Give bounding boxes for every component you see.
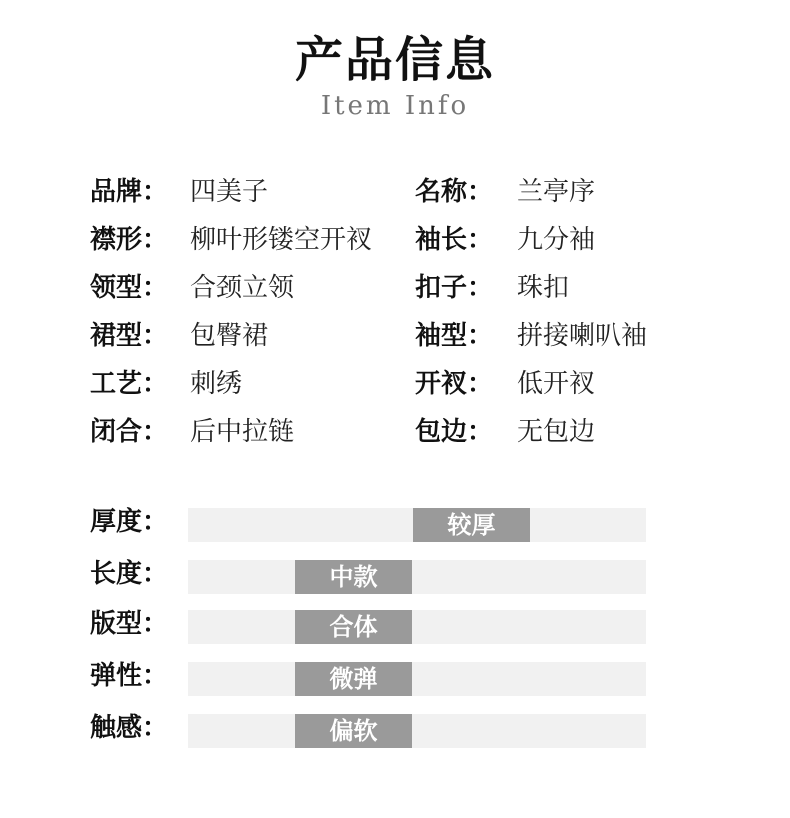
scale-label: 长度： — [90, 559, 169, 589]
scale-label: 触感： — [90, 713, 169, 743]
info-value: 柳叶形镂空开衩 — [190, 225, 373, 255]
scale-label: 版型： — [90, 609, 169, 639]
info-label: 品牌： — [90, 177, 169, 207]
info-row — [90, 172, 730, 212]
info-value: 拼接喇叭袖 — [517, 321, 648, 351]
info-value: 合颈立领 — [190, 273, 295, 303]
info-value: 后中拉链 — [190, 417, 295, 447]
info-value: 包臀裙 — [190, 321, 269, 351]
scale-label: 厚度： — [90, 507, 169, 537]
info-label: 袖长： — [415, 225, 494, 255]
info-label: 襟形： — [90, 225, 169, 255]
scale-row-length — [90, 554, 650, 594]
scale-row-touch — [90, 708, 650, 748]
info-row — [90, 220, 730, 260]
scale-track — [188, 560, 646, 594]
info-row — [90, 316, 730, 356]
scale-selected-segment: 合体 — [295, 610, 412, 644]
scale-track — [188, 662, 646, 696]
page-subtitle: Item Info — [320, 91, 470, 121]
info-row — [90, 412, 730, 452]
info-label: 工艺： — [90, 369, 169, 399]
scale-selected-segment: 微弹 — [295, 662, 412, 696]
info-label: 领型： — [90, 273, 169, 303]
info-label: 包边： — [415, 417, 494, 447]
info-label: 袖型： — [415, 321, 494, 351]
scale-track — [188, 714, 646, 748]
scale-track — [188, 610, 646, 644]
scale-selected-segment: 偏软 — [295, 714, 412, 748]
scale-selected-segment: 中款 — [295, 560, 412, 594]
info-value: 无包边 — [517, 417, 596, 447]
info-label: 扣子： — [415, 273, 494, 303]
scale-track — [188, 508, 646, 542]
scale-row-fit — [90, 604, 650, 644]
scale-selected-segment: 较厚 — [413, 508, 530, 542]
info-label: 开衩： — [415, 369, 494, 399]
scale-label: 弹性： — [90, 661, 169, 691]
info-value: 九分袖 — [517, 225, 596, 255]
info-row — [90, 268, 730, 308]
info-row — [90, 364, 730, 404]
scale-row-thickness — [90, 502, 650, 542]
info-value: 低开衩 — [517, 369, 596, 399]
info-value: 珠扣 — [517, 273, 570, 303]
info-label: 名称： — [415, 177, 494, 207]
info-value: 四美子 — [190, 177, 269, 207]
info-value: 兰亭序 — [517, 177, 596, 207]
info-label: 闭合： — [90, 417, 169, 447]
scale-row-elasticity — [90, 656, 650, 696]
page-title: 产品信息 — [294, 32, 495, 88]
info-label: 裙型： — [90, 321, 169, 351]
info-value: 刺绣 — [190, 369, 243, 399]
